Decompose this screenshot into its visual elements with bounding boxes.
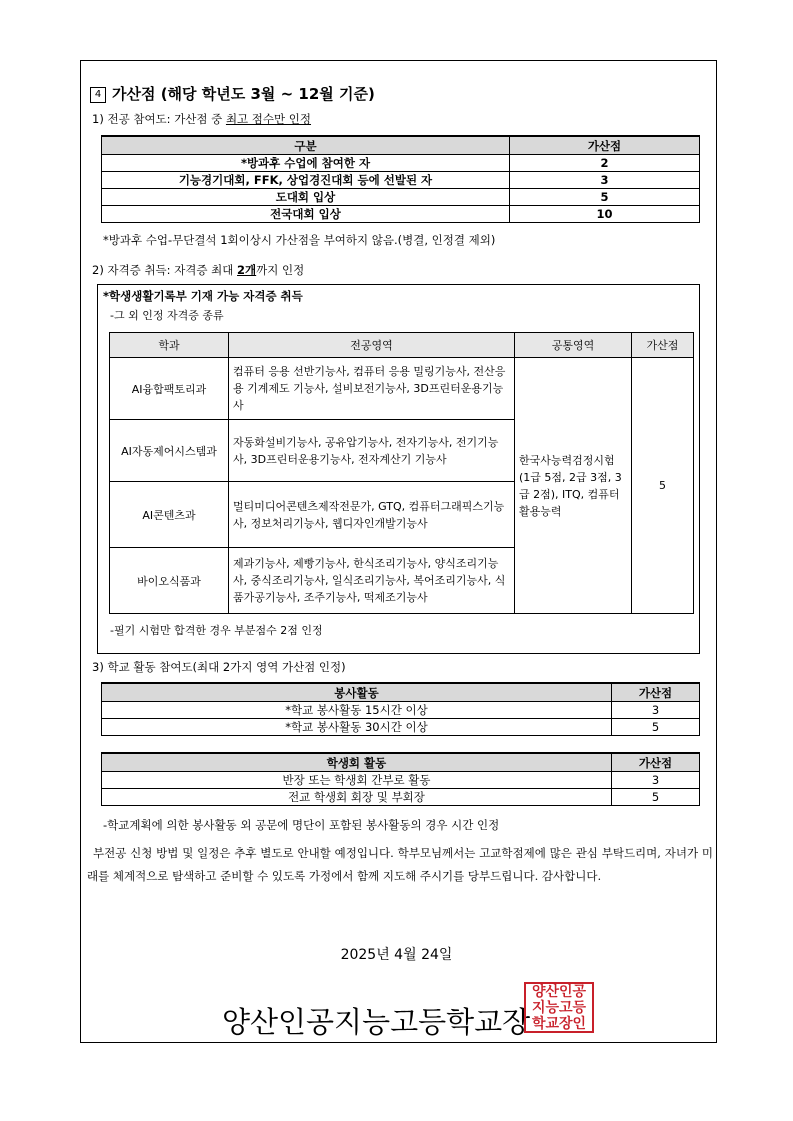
s2-heading <box>92 262 304 278</box>
dept-cell: AI자동제어시스템과 <box>110 420 229 482</box>
major-cell: 자동화설비기능사, 공유압기능사, 전자기능사, 전기기능사, 3D프린터운용기능사, 전자계산기 기능사 <box>229 420 515 482</box>
s1-heading-underlined: 최고 점수만 인정 <box>225 112 312 126</box>
table-row <box>102 206 700 223</box>
seal-line: 양산인공 <box>531 983 587 1000</box>
section-number-box: 4 <box>90 87 106 103</box>
s2-heading-text: 2) 자격증 취득: 자격증 최대 <box>92 263 238 277</box>
s2-heading-post: 까지 인정 <box>256 263 305 277</box>
s1-note: *방과후 수업-무단결석 1회이상시 가산점을 부여하지 않음.(병결, 인정결 제외) <box>103 233 496 247</box>
table-row <box>102 172 700 189</box>
col-header: 공통영역 <box>515 333 632 358</box>
col-header: 학생회 활동 <box>102 753 612 772</box>
col-header: 가산점 <box>612 683 700 702</box>
cell: 전국대회 입상 <box>102 206 510 223</box>
table-row <box>102 155 700 172</box>
col-header: 봉사활동 <box>102 683 612 702</box>
cell: *학교 봉사활동 15시간 이상 <box>102 702 612 719</box>
table-header-row <box>102 683 700 702</box>
section-title-text: 가산점 (해당 학년도 3월 ~ 12월 기준) <box>112 85 375 103</box>
cell: 3 <box>612 702 700 719</box>
major-cell: 멀티미디어콘텐츠제작전문가, GTQ, 컴퓨터그래픽스기능사, 정보처리기능사, 웹디자인개발기능사 <box>229 482 515 548</box>
table-row <box>102 789 700 806</box>
table-row <box>102 772 700 789</box>
date: 2025년 4월 24일 <box>340 947 453 963</box>
table-row <box>102 702 700 719</box>
school-head-name: 양산인공지능고등학교장 <box>222 1005 531 1039</box>
volunteer-table <box>101 682 700 736</box>
cell: *방과후 수업에 참여한 자 <box>102 155 510 172</box>
major-cell: 제과기능사, 제빵기능사, 한식조리기능사, 양식조리기능사, 중식조리기능사, 일식조리기능사, 복어조리기능사, 식품가공기능사, 조주기능사, 떡제조기능사 <box>229 548 515 614</box>
table-row <box>110 358 694 420</box>
score-cell: 5 <box>632 358 694 614</box>
cell: 기능경기대회, FFK, 상업경진대회 등에 선발된 자 <box>102 172 510 189</box>
cell: 2 <box>510 155 700 172</box>
cell: 도대회 입상 <box>102 189 510 206</box>
certificate-table <box>109 332 694 614</box>
cell: 반장 또는 학생회 간부로 활동 <box>102 772 612 789</box>
section-title <box>90 83 375 104</box>
dept-cell: 바이오식품과 <box>110 548 229 614</box>
cell: 3 <box>510 172 700 189</box>
s2-heading-underlined: 2개 <box>237 263 257 277</box>
major-cell: 컴퓨터 응용 선반기능사, 컴퓨터 응용 밀링기능사, 전산응용 기계제도 기능사, 설비보전기능사, 3D프린터운용기능사 <box>229 358 515 420</box>
s2-note: -필기 시험만 합격한 경우 부분점수 2점 인정 <box>110 624 323 637</box>
col-header: 가산점 <box>632 333 694 358</box>
col-header: 전공영역 <box>229 333 515 358</box>
table-row <box>102 719 700 736</box>
table-row <box>102 189 700 206</box>
cell: 10 <box>510 206 700 223</box>
s1-heading-text: 1) 전공 참여도: 가산점 중 <box>92 112 226 126</box>
table-header-row <box>102 136 700 155</box>
col-header: 학과 <box>110 333 229 358</box>
s1-heading <box>92 111 311 127</box>
s1-table <box>101 135 700 223</box>
seal-line: 학교장인 <box>531 1015 587 1032</box>
cell: 5 <box>612 719 700 736</box>
dept-cell: AI콘텐츠과 <box>110 482 229 548</box>
table-header-row <box>102 753 700 772</box>
cell: 5 <box>612 789 700 806</box>
col-header: 가산점 <box>510 136 700 155</box>
cell: 3 <box>612 772 700 789</box>
council-table <box>101 752 700 806</box>
school-seal <box>524 982 594 1033</box>
common-cell: 한국사능력검정시험 (1급 5점, 2급 3점, 3급 2점), ITQ, 컴퓨터활용능력 <box>515 358 632 614</box>
seal-line: 지능고등 <box>531 999 587 1016</box>
table-header-row <box>110 333 694 358</box>
s2-box-subtitle: -그 외 인정 자격증 종류 <box>110 309 224 322</box>
cell: 5 <box>510 189 700 206</box>
closing-paragraph: 부전공 신청 방법 및 일정은 추후 별도로 안내할 예정입니다. 학부모님께서는 고교학점제에 많은 관심 부탁드리며, 자녀가 미래를 체계적으로 탐색하고 준비할 수 있도록 가정에서 함께 지도해 주시기를 당부드립니다. 감사합니다. <box>87 846 713 883</box>
dept-cell: AI융합팩토리과 <box>110 358 229 420</box>
cell: *학교 봉사활동 30시간 이상 <box>102 719 612 736</box>
col-header: 가산점 <box>612 753 700 772</box>
s3-note: -학교계획에 의한 봉사활동 외 공문에 명단이 포함된 봉사활동의 경우 시간 인정 <box>103 818 500 832</box>
cell: 전교 학생회 회장 및 부회장 <box>102 789 612 806</box>
s3-heading: 3) 학교 활동 참여도(최대 2가지 영역 가산점 인정) <box>92 660 346 674</box>
col-header: 구분 <box>102 136 510 155</box>
s2-box-title: *학생생활기록부 기재 가능 자격증 취득 <box>103 289 303 303</box>
